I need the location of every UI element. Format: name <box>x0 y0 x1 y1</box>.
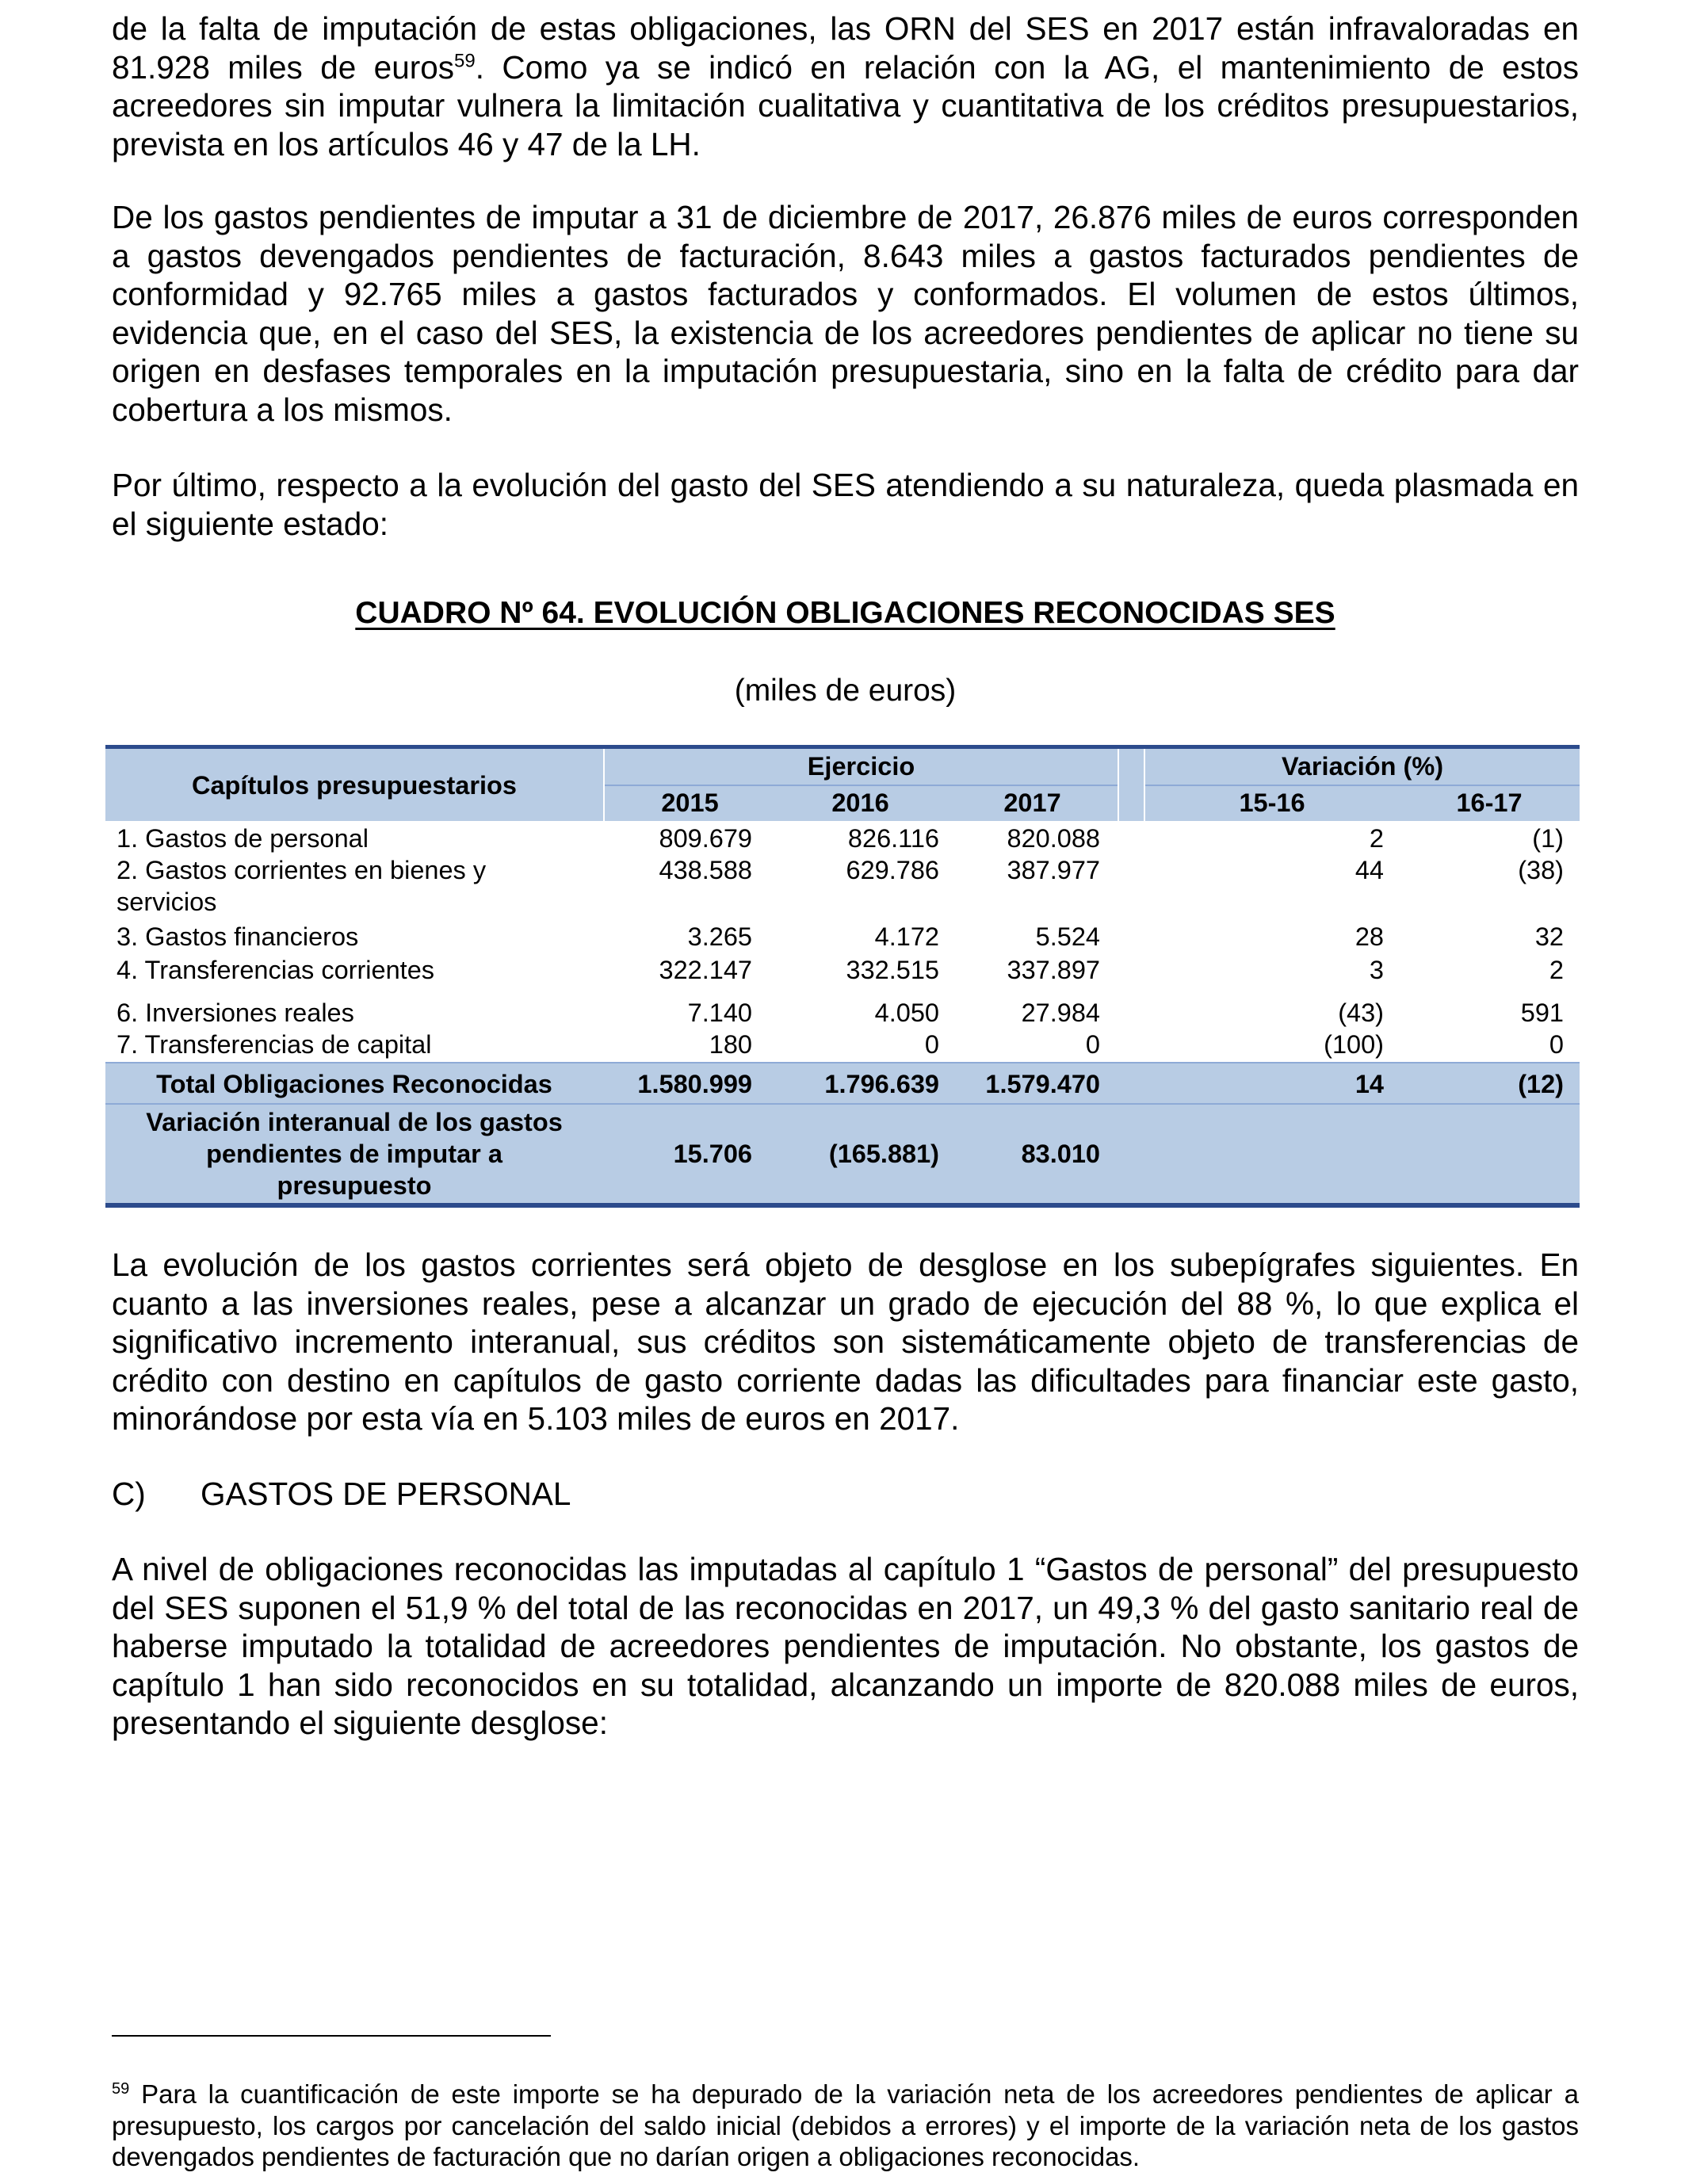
row-value-2017: 0 <box>1085 1030 1100 1059</box>
row-value-2016: 4.050 <box>874 998 939 1027</box>
header-subline <box>1145 785 1580 786</box>
row-value-2016: 629.786 <box>846 856 939 884</box>
paragraph-evolucion-intro: Por último, respecto a la evolución del gasto del SES atendiendo a su naturaleza, queda plasmada en el siguiente estado: <box>112 467 1579 542</box>
footnote-separator <box>112 2035 551 2037</box>
row-label: 7. Transferencias de capital <box>117 1030 432 1059</box>
row-var-16-17: (1) <box>1532 824 1564 853</box>
row-value-2017: 27.984 <box>1021 998 1100 1027</box>
row-var-15-16: 3 <box>1369 956 1384 984</box>
paragraph-gastos-personal: A nivel de obligaciones reconocidas las imputadas al capítulo 1 “Gastos de personal” del presupuesto del SES suponen el 51,9 % del total de las reconocidas en 2017, un 49,3 % del gasto sanitario real de haberse imputado la totalidad de acreedores pendientes de imputación. No obstante, los gastos de capítulo 1 han sido reconocidos en su totalidad, alcanzando un importe de 820.088 miles de euros, presentando el siguiente desglose: <box>112 1551 1579 1741</box>
header-subline <box>605 785 1118 786</box>
total-2015: 1.580.999 <box>637 1070 752 1098</box>
section-title: GASTOS DE PERSONAL <box>201 1476 571 1512</box>
footnote-number: 59 <box>112 2080 130 2098</box>
table-title-text: CUADRO Nº 64. EVOLUCIÓN OBLIGACIONES RECONOCIDAS SES <box>355 596 1335 630</box>
table-units: (miles de euros) <box>734 674 957 708</box>
footnote <box>112 2079 1579 2173</box>
paragraph-gastos-pendientes: De los gastos pendientes de imputar a 31 de diciembre de 2017, 26.876 miles de euros corresponden a gastos devengados pendientes de facturación, 8.643 miles a gastos facturados pendientes de conformidad y 92.765 miles a gastos facturados y conformados. El volumen de estos últimos, evidencia que, en el caso del SES, la existencia de los acreedores pendientes de aplicar no tiene su origen en desfases temporales en la imputación presupuestaria, sino en la falta de crédito para dar cobertura a los mismos. <box>112 199 1579 428</box>
row-value-2017: 5.524 <box>1035 922 1100 951</box>
paragraph-text: de la falta de imputación de estas obligaciones, las ORN del SES en 2017 están infravaloradas en 81.928 miles de euros <box>112 10 1579 86</box>
row-label-continued: servicios <box>117 888 217 916</box>
row-var-15-16: 2 <box>1369 824 1384 853</box>
total-2016: 1.796.639 <box>824 1070 939 1098</box>
row-var-16-17: 0 <box>1549 1030 1564 1059</box>
header-ejercicio: Ejercicio <box>807 752 915 781</box>
row-var-16-17: (38) <box>1518 856 1564 884</box>
header-var-16-17: 16-17 <box>1456 788 1523 817</box>
row-label: 4. Transferencias corrientes <box>117 956 435 984</box>
row-var-16-17: 2 <box>1549 956 1564 984</box>
footnote-text: Para la cuantificación de este importe se ha depurado de la variación neta de los acreedores pendientes de aplicar a presupuesto, los cargos por cancelación del saldo inicial (debidos a errores) y el importe de la variación neta de los gastos devengados pendientes de facturación que no darían origen a obligaciones reconocidas. <box>112 2079 1579 2171</box>
row-value-2017: 337.897 <box>1007 956 1100 984</box>
row-value-2015: 7.140 <box>687 998 752 1027</box>
row-value-2016: 332.515 <box>846 956 939 984</box>
variation-2015: 15.706 <box>673 1140 752 1168</box>
total-row-divider <box>105 1062 1580 1063</box>
variation-label-continued: presupuesto <box>277 1171 432 1200</box>
variation-row-divider <box>105 1103 1580 1105</box>
row-var-15-16: 28 <box>1354 922 1384 951</box>
variation-2017: 83.010 <box>1021 1140 1100 1168</box>
row-value-2015: 322.147 <box>659 956 752 984</box>
header-capitulos: Capítulos presupuestarios <box>192 771 517 800</box>
row-label: 1. Gastos de personal <box>117 824 369 853</box>
table-header <box>105 749 1580 821</box>
header-var-15-16: 15-16 <box>1239 788 1305 817</box>
row-var-15-16: (43) <box>1338 998 1384 1027</box>
row-value-2015: 809.679 <box>659 824 752 853</box>
header-year-2016: 2016 <box>831 788 889 817</box>
row-value-2015: 438.588 <box>659 856 752 884</box>
total-var-15-16: 14 <box>1354 1070 1384 1098</box>
header-variacion: Variación (%) <box>1281 752 1444 781</box>
section-heading <box>112 1476 571 1513</box>
header-year-2015: 2015 <box>661 788 719 817</box>
paragraph-evolucion-gastos: La evolución de los gastos corrientes será objeto de desglose en los subepígrafes siguientes. En cuanto a las inversiones reales, pese a alcanzar un grado de ejecución del 88 %, lo que explica el significativo incremento interanual, sus créditos son sistemáticamente objeto de transferencias de crédito con destino en capítulos de gasto corriente dadas las dificultades para financiar este gasto, minorándose por esta vía en 5.103 miles de euros en 2017. <box>112 1247 1579 1437</box>
section-letter: C) <box>112 1476 146 1512</box>
table-title <box>112 596 1579 631</box>
paragraph-text: . Como ya se indicó en relación con la AG, el mantenimiento de estos acreedores sin imputar vulnera la limitación cualitativa y cuantitativa de los créditos presupuestarios, prevista en los artículos 46 y 47 de la LH. <box>112 48 1579 162</box>
table-bottom-rule <box>105 1203 1580 1208</box>
row-label: 2. Gastos corrientes en bienes y <box>117 856 487 884</box>
row-value-2015: 180 <box>709 1030 752 1059</box>
row-value-2015: 3.265 <box>687 922 752 951</box>
row-var-16-17: 591 <box>1520 998 1564 1027</box>
total-var-16-17: (12) <box>1518 1070 1564 1098</box>
row-var-16-17: 32 <box>1534 922 1564 951</box>
row-value-2016: 0 <box>924 1030 939 1059</box>
header-year-2017: 2017 <box>1003 788 1061 817</box>
row-value-2016: 826.116 <box>847 824 939 853</box>
paragraph-orn-infravaloradas <box>112 10 1579 163</box>
variation-label-continued: pendientes de imputar a <box>206 1140 502 1168</box>
row-value-2017: 820.088 <box>1007 824 1100 853</box>
row-var-15-16: 44 <box>1354 856 1384 884</box>
row-var-15-16: (100) <box>1324 1030 1384 1059</box>
variation-label: Variación interanual de los gastos <box>146 1108 563 1136</box>
header-separator <box>1118 749 1119 821</box>
variation-2016: (165.881) <box>828 1140 939 1168</box>
row-label: 6. Inversiones reales <box>117 998 354 1027</box>
row-value-2016: 4.172 <box>874 922 939 951</box>
row-label: 3. Gastos financieros <box>117 922 359 951</box>
row-value-2017: 387.977 <box>1007 856 1100 884</box>
total-2017: 1.579.470 <box>985 1070 1100 1098</box>
total-label: Total Obligaciones Reconocidas <box>156 1070 552 1098</box>
footnote-ref[interactable]: 59 <box>453 50 476 71</box>
